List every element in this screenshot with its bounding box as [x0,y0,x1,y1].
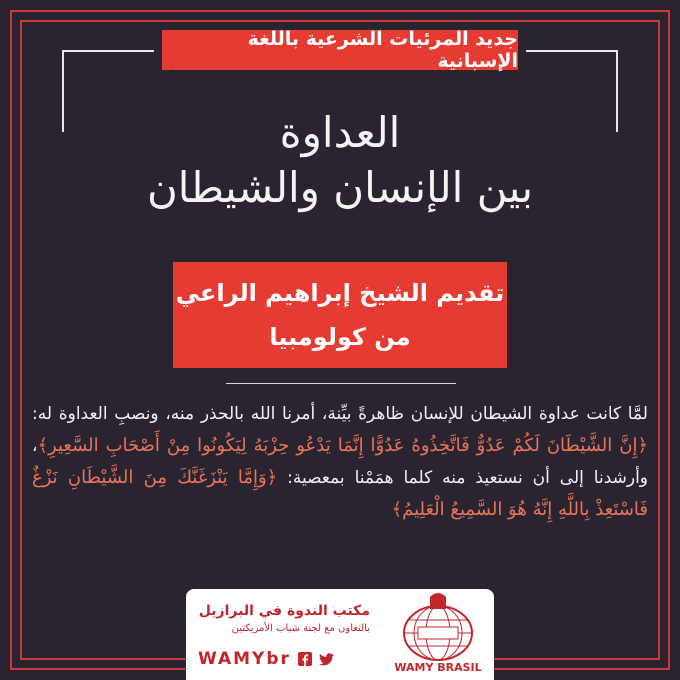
office-name: مكتب الندوة في البرازيل [198,603,370,619]
presenter-name: تقديم الشيخ إبراهيم الراعي [175,279,505,307]
presenter-country: من كولومبيا [269,323,411,351]
top-banner [162,30,518,70]
social-handle[interactable]: WAMYbr [198,649,291,669]
body-text-1: لمَّا كانت عداوة الشيطان للإنسان ظاهرةً بيِّنة، أمرنا الله بالحذر منه، ونصبِ العداوة له: [32,404,648,424]
twitter-icon[interactable] [319,651,335,667]
social-row [198,649,370,669]
title-line-2: بين الإنسان والشيطان [146,163,534,212]
body-paragraph [32,398,648,526]
body-text-2: ، وأرشدنا إلى أن نستعيذ منه كلما همَمْنا بمعصية: [32,436,649,488]
footer-card [186,589,494,680]
cooperation-note: بالتعاون مع لجنة شباب الأمريكتين [231,623,370,634]
title-line-1: العداوة [279,108,401,157]
quran-verse-1: ﴿إِنَّ الشَّيْطَانَ لَكُمْ عَدُوٌّ فَاتَّخِذُوهُ عَدُوًّا إِنَّمَا يَدْعُو حِزْبَهُ لِيَكُونُوا مِنْ أَصْحَابِ السَّعِيرِ﴾ [37,435,648,456]
logo-caption: WAMY BRASIL [394,661,482,674]
banner-text: جديد المرئيات الشرعية باللغة الإسبانية [247,28,518,72]
quran-verse-2: ﴿وَإِمَّا يَنْزَغَنَّكَ مِنَ الشَّيْطَانِ نَزْغٌ فَاسْتَعِذْ بِاللَّهِ إِنَّهُ هُوَ السَّمِيعُ الْعَلِيمُ﴾ [32,467,648,520]
presenter-box [173,262,507,368]
facebook-icon[interactable] [297,651,313,667]
divider [226,383,456,384]
